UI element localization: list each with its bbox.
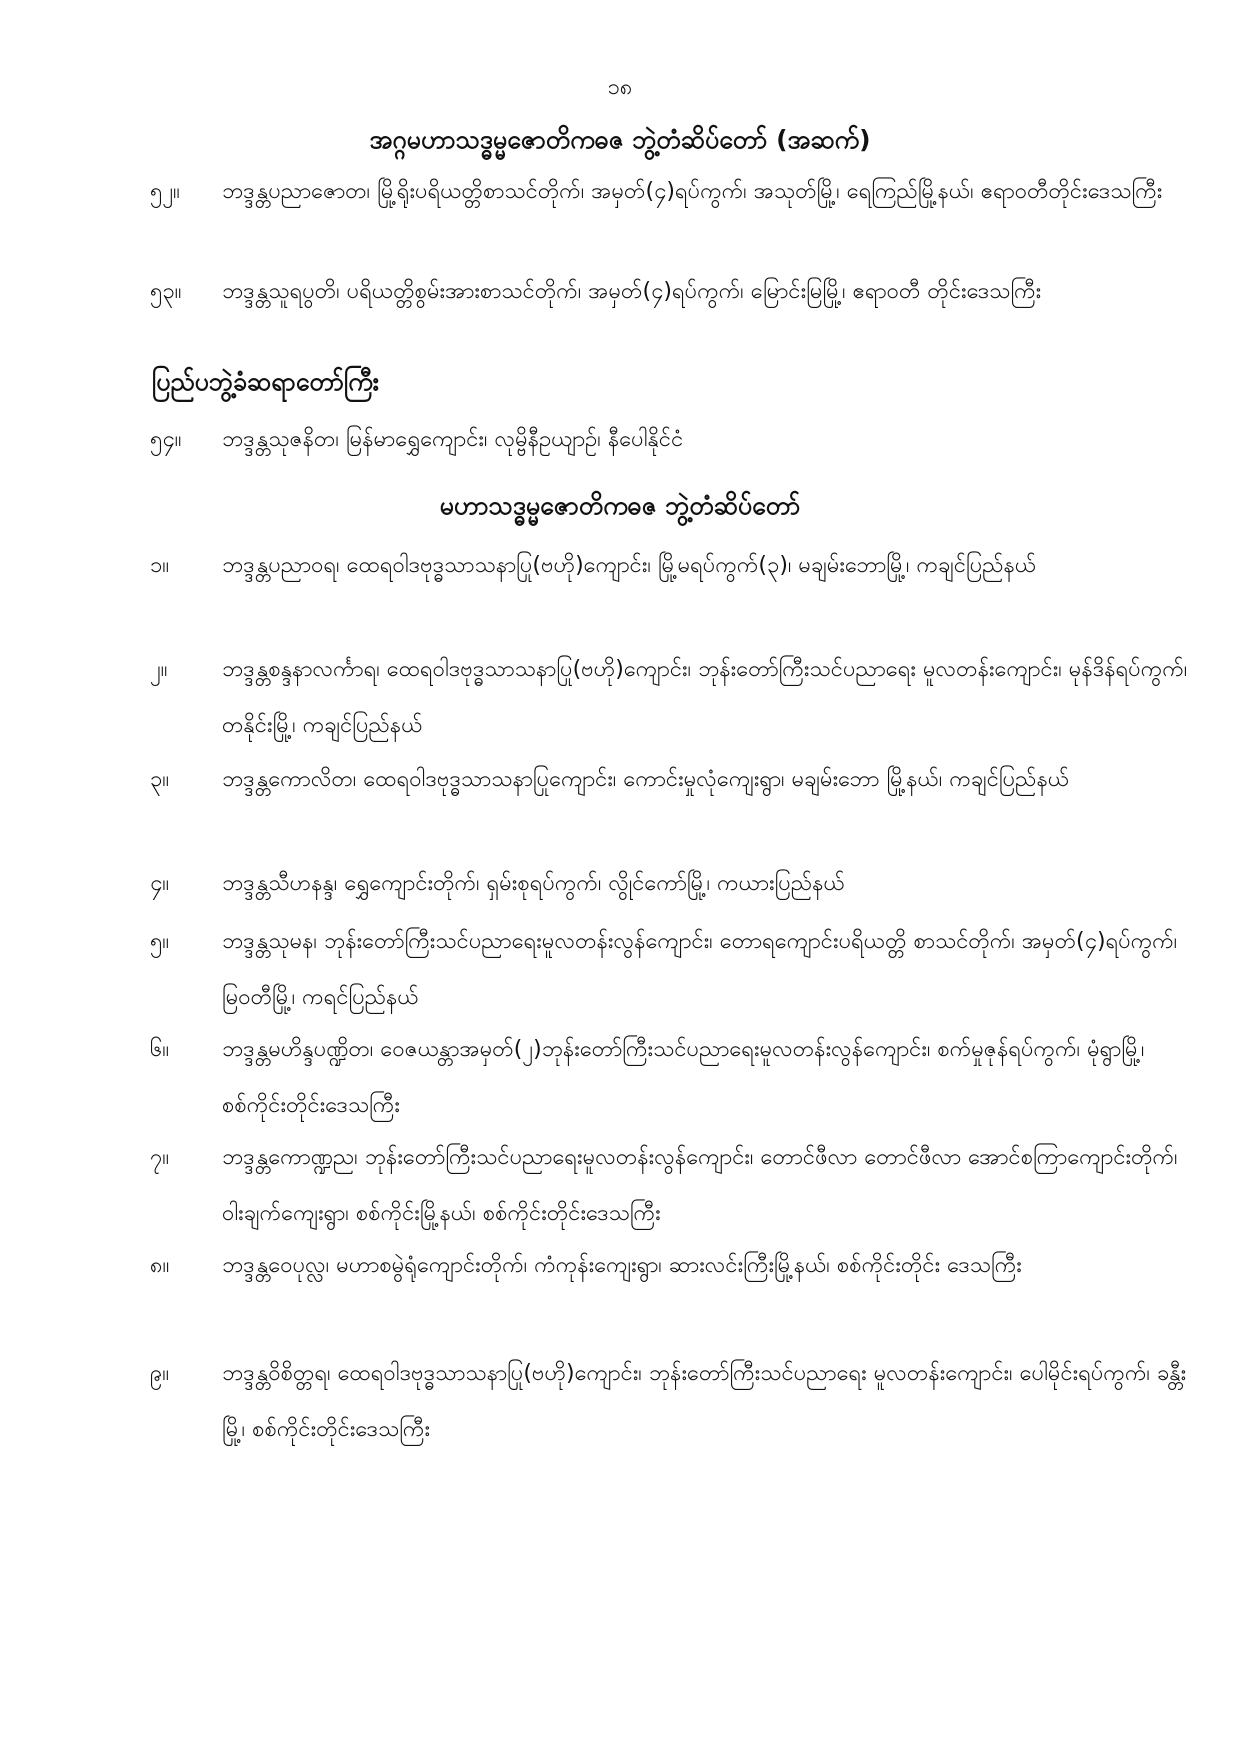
item-number: ၅၂။ [150, 179, 180, 204]
item-text: ဘဒ္ဒန္တကောလိတ၊ ထေရဝါဒဗုဒ္ဓသာသနာပြုကျောင်း၊ ကောင်းမှုလုံကျေးရွာ၊ မချမ်းဘော မြို့နယ်၊ ကချင်ပြည်နယ် [222, 767, 1070, 792]
item-number: ၆။ [150, 1037, 170, 1062]
item-text: ဘဒ္ဒန္တပညာဇောတ၊ မြို့ရိုးပရိယတ္တိစာသင်တိုက်၊ အမှတ်(၄)ရပ်ကွက်၊ အသုတ်မြို့၊ ရေကြည်မြို့နယ်၊ ဧရာဝတီတိုင်းဒေသကြီး [222, 179, 1163, 204]
item-text: ဘဒ္ဒန္တကောဏ္ဍည၊ ဘုန်းတော်ကြီးသင်ပညာရေးမူလတန်းလွန်ကျောင်း၊ တောင်ဖီလာ တောင်ဖီလာ အောင်စကြာကျောင်းတိုက်၊ ဝါးချက်ကျေးရွာ၊ စစ်ကိုင်းမြို့နယ်၊ စစ်ကိုင်းတိုင်းဒေသကြီး [222, 1145, 1178, 1226]
section-heading-main: မဟာသဒ္ဓမ္မဇောတိကဓဇ ဘွဲ့တံဆိပ်တော် [439, 491, 801, 520]
item-number: ၈။ [150, 1253, 170, 1278]
item-text: ဘဒ္ဒန္တစန္ဒနာလင်္ကာရ၊ ထေရဝါဒဗုဒ္ဓသာသနာပြု(ဗဟို)ကျောင်း၊ ဘုန်းတော်ကြီးသင်ပညာရေး မူလတန်းကျောင်း၊ မုန်ဒိန်ရပ်ကွက်၊ တနိုင်းမြို့၊ ကချင်ပြည်နယ် [222, 657, 1188, 738]
item-number: ၅။ [150, 929, 170, 954]
item-number: ၂။ [150, 657, 168, 682]
item-text: ဘဒ္ဒန္တဝိစိတ္တရ၊ ထေရဝါဒဗုဒ္ဓသာသနာပြု(ဗဟို)ကျောင်း၊ ဘုန်းတော်ကြီးသင်ပညာရေး မူလတန်းကျောင်း၊ ပေါမိုင်းရပ်ကွက်၊ ခန္တီးမြို့၊ စစ်ကိုင်းတိုင်းဒေသကြီး [222, 1361, 1187, 1442]
item-number: ၁။ [150, 553, 170, 578]
item-number: ၇။ [150, 1145, 170, 1170]
item-number: ၅၄။ [150, 427, 182, 452]
section-heading-continued: အဂ္ဂမဟာသဒ္ဓမ္မဇောတိကဓဇ ဘွဲ့တံဆိပ်တော် (အဆက်) [369, 125, 871, 154]
item-number: ၉။ [150, 1361, 170, 1386]
section-heading-abroad: ပြည်ပဘွဲ့ခံဆရာတော်ကြီး [152, 367, 380, 396]
page-number: ၁၈ [607, 75, 633, 100]
item-text: ဘဒ္ဒန္တဝေပုလ္လ၊ မဟာစမွဲရုံကျောင်းတိုက်၊ ကံကုန်းကျေးရွာ၊ ဆားလင်းကြီးမြို့နယ်၊ စစ်ကိုင်းတိုင်း ဒေသကြီး [222, 1253, 1022, 1278]
item-text: ဘဒ္ဒန္တသုဇနိတ၊ မြန်မာရွှေကျောင်း၊ လုမ္ဗိနီဥယျာဉ်၊ နီပေါနိုင်ငံ [222, 427, 684, 452]
item-number: ၅၃။ [150, 279, 182, 304]
item-text: ဘဒ္ဒန္တပညာဝရ၊ ထေရဝါဒဗုဒ္ဓသာသနာပြု(ဗဟို)ကျောင်း၊ မြို့မရပ်ကွက်(၃)၊ မချမ်းဘောမြို့၊ ကချင်ပြည်နယ် [222, 553, 1037, 578]
item-text: ဘဒ္ဒန္တမဟိန္ဒပဏ္ဍိတ၊ ဝေဇယန္တာအမှတ်(၂)ဘုန်းတော်ကြီးသင်ပညာရေးမူလတန်းလွန်ကျောင်း၊ စက်မှုဇုန်ရပ်ကွက်၊ မုံရွာမြို့၊ စစ်ကိုင်းတိုင်းဒေသကြီး [222, 1037, 1145, 1118]
item-number: ၄။ [150, 871, 170, 896]
item-text: ဘဒ္ဒန္တသီဟနန္ဒ၊ ရွှေကျောင်းတိုက်၊ ရှမ်းစုရပ်ကွက်၊ လွိုင်ကော်မြို့၊ ကယားပြည်နယ် [222, 871, 845, 896]
item-number: ၃။ [150, 767, 170, 792]
item-text: ဘဒ္ဒန္တသူရပွတိ၊ ပရိယတ္တိစွမ်းအားစာသင်တိုက်၊ အမှတ်(၄)ရပ်ကွက်၊ မြောင်းမြမြို့၊ ဧရာဝတီ တိုင်းဒေသကြီး [222, 279, 1042, 304]
item-text: ဘဒ္ဒန္တသုမန၊ ဘုန်းတော်ကြီးသင်ပညာရေးမူလတန်းလွန်ကျောင်း၊ တောရကျောင်းပရိယတ္တိ စာသင်တိုက်၊ အမှတ်(၄)ရပ်ကွက်၊ မြဝတီမြို့၊ ကရင်ပြည်နယ် [222, 929, 1178, 1010]
